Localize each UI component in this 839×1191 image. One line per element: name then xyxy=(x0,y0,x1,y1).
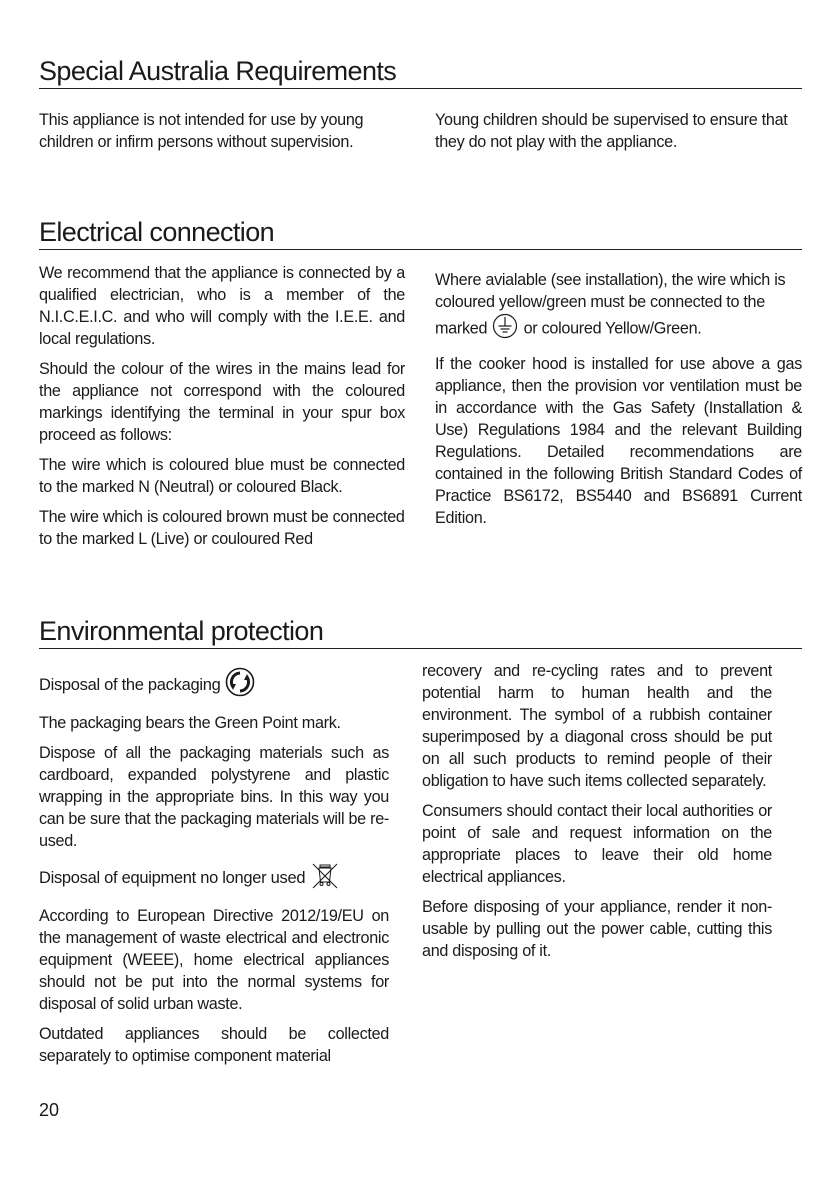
special-right-text: Young children should be supervised to ensure that they do not play with the appliance. xyxy=(435,111,788,151)
equipment-paragraph: According to European Directive 2012/19/EU on the management of waste electrical and electronic equipment (WEEE), home electrical appliances should not be put into the normal systems for disposal of solid urban waste. xyxy=(39,907,389,1013)
equipment-heading-text: Disposal of equipment no longer used xyxy=(39,868,306,887)
electrical-paragraph: The wire which is coloured blue must be connected to the marked N (Neutral) or coloured Black. xyxy=(39,456,405,496)
earth-text-before: Where avialable (see installation), the wire which is coloured yellow/green must be connected to the marked xyxy=(435,271,786,338)
special-right-column xyxy=(435,109,802,161)
electrical-paragraph: Should the colour of the wires in the mains lead for the appliance not correspond with the coloured markings identifying the terminal in your spur box proceed as follows: xyxy=(39,360,405,444)
section-title-special: Special Australia Requirements xyxy=(39,55,802,89)
electrical-right-column xyxy=(435,269,802,537)
equipment-heading xyxy=(39,860,389,897)
environmental-left-column xyxy=(39,667,389,1075)
equipment-paragraph: Outdated appliances should be collected separately to optimise component material xyxy=(39,1025,389,1065)
electrical-paragraph: The wire which is coloured brown must be connected to the marked L (Live) or couloured Red xyxy=(39,508,405,548)
crossed-bin-icon xyxy=(310,860,340,897)
earth-text-after: or coloured Yellow/Green. xyxy=(523,319,702,338)
environmental-paragraph: Consumers should contact their local authorities or point of sale and request information on the appropriate places to leave their old home electrical appliances. xyxy=(422,802,772,886)
environmental-paragraph: recovery and re-cycling rates and to prevent potential harm to human health and the environment. The symbol of a rubbish container superimposed by a diagonal cross should be put on all such products to remind people of their obligation to have such items collected separately. xyxy=(422,662,772,790)
environmental-right-column xyxy=(422,660,772,970)
electrical-gas-paragraph: If the cooker hood is installed for use above a gas appliance, then the provision vor ventilation must be in accordance with the Gas Safety (Installation & Use) Regulations 1984 and the relevant Building Regulations. Detailed recommendations are contained in the following British Standard Codes of Practice BS6172, BS5440 and BS6891 Current Edition. xyxy=(435,355,802,527)
earth-ground-icon xyxy=(491,313,519,345)
electrical-paragraph: We recommend that the appliance is connected by a qualified electrician, who is a member of the N.I.C.E.I.C. and who will comply with the I.E.E. and local regulations. xyxy=(39,264,405,348)
page-number: 20 xyxy=(39,1100,60,1120)
packaging-heading xyxy=(39,667,389,704)
section-title-environmental: Environmental protection xyxy=(39,615,802,649)
packaging-heading-text: Disposal of the packaging xyxy=(39,675,221,694)
packaging-paragraph: The packaging bears the Green Point mark. xyxy=(39,714,341,732)
green-point-icon xyxy=(225,667,255,704)
packaging-paragraph: Dispose of all the packaging materials such as cardboard, expanded polystyrene and plastic wrapping in the appropriate bins. In this way you can be sure that the packaging materials will be re-used. xyxy=(39,744,389,850)
electrical-earth-paragraph xyxy=(435,269,802,345)
environmental-paragraph: Before disposing of your appliance, render it non-usable by pulling out the power cable, cutting this and disposing of it. xyxy=(422,898,772,960)
special-left-text: This appliance is not intended for use by young children or infirm persons without supervision. xyxy=(39,111,364,151)
section-title-electrical: Electrical connection xyxy=(39,216,802,250)
special-left-column xyxy=(39,109,405,161)
electrical-left-column xyxy=(39,262,405,558)
